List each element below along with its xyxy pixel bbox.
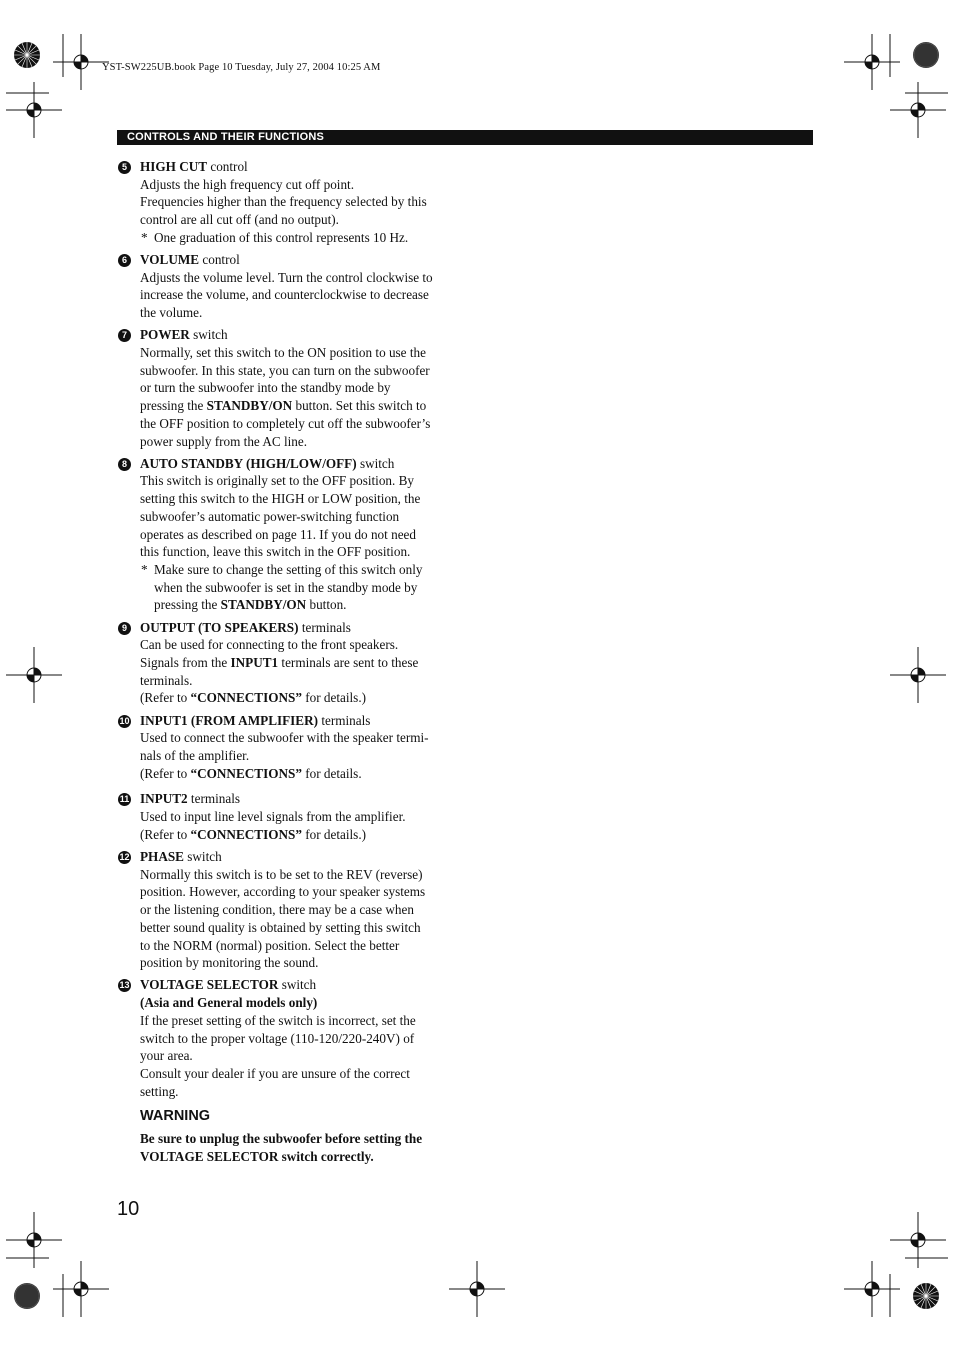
item-text-line: power supply from the AC line. <box>140 433 308 449</box>
item-text-line: Used to input line level signals from the amplifier. <box>140 809 406 825</box>
control-item-auto-standby <box>117 455 457 614</box>
item-text-line: This switch is originally set to the OFF position. By <box>140 473 415 489</box>
item-title: HIGH CUT control <box>140 159 248 174</box>
item-text-line: nals of the amplifier. <box>140 748 250 763</box>
item-number-badge: 11 <box>119 794 130 805</box>
item-title: POWER switch <box>140 327 228 343</box>
crop-mark-middle-right <box>890 647 946 703</box>
item-number-badge: 12 <box>119 852 130 863</box>
note-asterisk: * <box>141 561 148 577</box>
item-text-line: Normally this switch is to be set to the REV (reverse) <box>140 866 423 882</box>
item-text-line: switch to the proper voltage (110-120/220-240V) of <box>140 1030 415 1046</box>
item-text-line: If the preset setting of the switch is incorrect, set the <box>140 1012 416 1028</box>
item-text-line: increase the volume, and counterclockwise to decrease <box>140 287 429 303</box>
control-item-phase <box>117 848 457 972</box>
crop-mark-bottom-left <box>6 1212 109 1317</box>
control-item-input1-terminals <box>117 712 457 783</box>
item-text-line: subwoofer. In this state, you can turn on the subwoofer <box>140 362 430 378</box>
item-text-line: subwoofer’s automatic power-switching function <box>140 508 400 524</box>
warning-heading: WARNING <box>140 1108 211 1125</box>
control-item-input2-terminals <box>117 790 457 843</box>
warning-text: Be sure to unplug the subwoofer before setting the VOLTAGE SELECTOR switch correctly. <box>140 1131 423 1165</box>
item-text-line: Consult your dealer if you are unsure of the correct <box>140 1065 410 1081</box>
item-text-line: Signals from the INPUT1 terminals are sent to these <box>140 654 419 670</box>
item-title: INPUT2 terminals <box>140 791 240 807</box>
item-text-line: Adjusts the high frequency cut off point. <box>140 176 355 192</box>
crop-mark-top-left <box>6 34 109 138</box>
item-text-line: better sound quality is obtained by setting this switch <box>140 919 421 935</box>
item-note: * Make sure to change the setting of this switch only when the subwoofer is set in the standby mode by pressing the STANDBY/ON button. <box>141 561 423 613</box>
crop-mark-bottom-right <box>844 1212 948 1317</box>
control-item-volume <box>117 251 457 322</box>
control-item-voltage-selector <box>117 976 457 1100</box>
item-title: PHASE switch <box>140 849 222 865</box>
item-text-line: the OFF position to completely cut off the subwoofer’s <box>140 415 431 431</box>
item-number-badge: 6 <box>118 254 131 267</box>
book-file-header: YST-SW225UB.book Page 10 Tuesday, July 27, 2004 10:25 AM <box>102 62 381 73</box>
item-text-line: pressing the STANDBY/ON button. Set this switch to <box>140 398 427 414</box>
item-text-line: control are all cut off (and no output). <box>140 212 339 228</box>
item-text-line: the volume. <box>140 305 203 321</box>
item-text-line: or the listening condition, there may be a case when <box>140 902 414 918</box>
item-note: * One graduation of this control represents 10 Hz. <box>141 229 409 245</box>
item-number-badge: 13 <box>119 980 130 991</box>
item-title: OUTPUT (TO SPEAKERS) terminals <box>140 619 351 635</box>
item-subtitle: (Asia and General models only) <box>140 995 318 1011</box>
control-item-output-terminals <box>117 619 457 708</box>
item-text-line: to the NORM (normal) position. Select the better <box>140 937 400 953</box>
crop-mark-middle-left <box>6 647 62 703</box>
page-number: 10 <box>117 1198 140 1220</box>
item-title: AUTO STANDBY (HIGH/LOW/OFF) switch <box>140 455 395 471</box>
item-text-line: position by monitoring the sound. <box>140 955 319 971</box>
control-item-power <box>117 326 457 450</box>
item-text-line: Used to connect the subwoofer with the speaker termi- <box>140 730 429 746</box>
section-header-bar <box>117 130 813 145</box>
item-text-line: your area. <box>140 1048 193 1064</box>
item-text-line: setting this switch to the HIGH or LOW position, the <box>140 491 421 507</box>
item-text-line: operates as described on page 11. If you do not need <box>140 526 416 542</box>
item-reference: (Refer to “CONNECTIONS” for details.) <box>140 826 367 842</box>
item-title: VOLTAGE SELECTOR switch <box>140 977 317 993</box>
item-title: VOLUME control <box>140 252 240 268</box>
item-reference: (Refer to “CONNECTIONS” for details.) <box>140 690 367 706</box>
note-asterisk: * <box>141 229 148 245</box>
item-text-line: Adjusts the volume level. Turn the control clockwise to <box>140 269 433 285</box>
item-number-badge: 7 <box>118 329 131 342</box>
item-number-badge: 9 <box>118 622 131 635</box>
item-text-line: Normally, set this switch to the ON position to use the <box>140 345 426 361</box>
item-text-line: this function, leave this switch in the OFF position. <box>140 544 411 560</box>
item-text-line: Can be used for connecting to the front speakers. <box>140 637 399 653</box>
item-text-line: setting. <box>140 1083 179 1099</box>
item-reference: (Refer to “CONNECTIONS” for details. <box>140 765 362 781</box>
item-text-line: position. However, according to your speaker systems <box>140 884 426 900</box>
item-title: INPUT1 (FROM AMPLIFIER) terminals <box>140 712 371 728</box>
item-number-badge: 8 <box>118 458 131 471</box>
controls-list <box>117 158 457 1166</box>
crop-mark-bottom-center <box>449 1261 505 1317</box>
item-number-badge: 10 <box>119 715 130 726</box>
item-number-badge: 5 <box>118 161 131 174</box>
section-title: CONTROLS AND THEIR FUNCTIONS <box>127 131 325 143</box>
control-item-high-cut <box>117 158 457 247</box>
item-text-line: terminals. <box>140 672 193 688</box>
item-text-line: or turn the subwoofer into the standby mode by <box>140 380 391 396</box>
crop-mark-top-right <box>844 34 948 138</box>
item-text-line: Frequencies higher than the frequency selected by this <box>140 194 427 210</box>
